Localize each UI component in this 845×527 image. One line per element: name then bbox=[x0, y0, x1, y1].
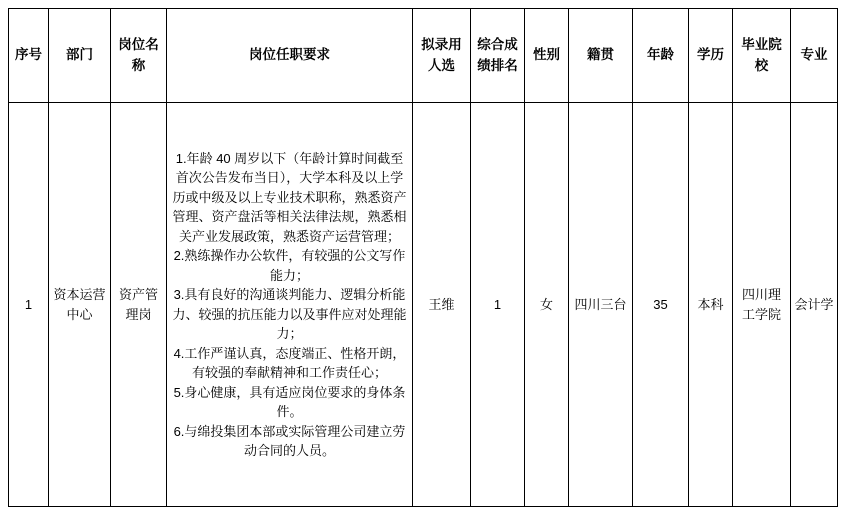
column-header-requirements: 岗位任职要求 bbox=[167, 9, 413, 103]
cell-seq: 1 bbox=[9, 103, 49, 507]
cell-candidate: 王维 bbox=[413, 103, 471, 507]
cell-school: 四川理工学院 bbox=[733, 103, 791, 507]
table-header-row bbox=[9, 9, 838, 103]
column-header-post: 岗位名称 bbox=[111, 9, 167, 103]
cell-post-name: 资产管理岗 bbox=[111, 103, 167, 507]
cell-major: 会计学 bbox=[791, 103, 838, 507]
column-header-dept: 部门 bbox=[49, 9, 111, 103]
column-header-major: 专业 bbox=[791, 9, 838, 103]
cell-rank: 1 bbox=[471, 103, 525, 507]
column-header-education: 学历 bbox=[689, 9, 733, 103]
requirement-item: 4.工作严谨认真，态度端正、性格开朗，有较强的奉献精神和工作责任心； bbox=[173, 345, 406, 380]
cell-requirements bbox=[167, 103, 413, 507]
cell-native-place: 四川三台 bbox=[569, 103, 633, 507]
column-header-school: 毕业院校 bbox=[733, 9, 791, 103]
column-header-candidate: 拟录用人选 bbox=[413, 9, 471, 103]
cell-department: 资本运营中心 bbox=[49, 103, 111, 507]
requirement-item: 2.熟练操作办公软件，有较强的公文写作能力； bbox=[173, 248, 406, 283]
cell-sex: 女 bbox=[525, 103, 569, 507]
column-header-age: 年龄 bbox=[633, 9, 689, 103]
cell-age: 35 bbox=[633, 103, 689, 507]
requirement-item: 1.年龄 40 周岁以下（年龄计算时间截至首次公告发布当日），大学本科及以上学历或中级及以上专业技术职称，熟悉资产管理、资产盘活等相关法律法规，熟悉相关产业发展政策，熟悉资产运营管理； bbox=[172, 150, 407, 244]
column-header-native: 籍贯 bbox=[569, 9, 633, 103]
requirement-item: 5.身心健康，具有适应岗位要求的身体条件。 bbox=[173, 384, 406, 419]
requirement-item: 3.具有良好的沟通谈判能力、逻辑分析能力、较强的抗压能力以及事件应对处理能力； bbox=[172, 287, 407, 341]
table-row bbox=[9, 103, 838, 507]
recruitment-table bbox=[8, 8, 838, 507]
requirement-item: 6.与绵投集团本部或实际管理公司建立劳动合同的人员。 bbox=[173, 423, 406, 458]
column-header-sex: 性别 bbox=[525, 9, 569, 103]
column-header-seq: 序号 bbox=[9, 9, 49, 103]
column-header-rank: 综合成绩排名 bbox=[471, 9, 525, 103]
cell-education: 本科 bbox=[689, 103, 733, 507]
